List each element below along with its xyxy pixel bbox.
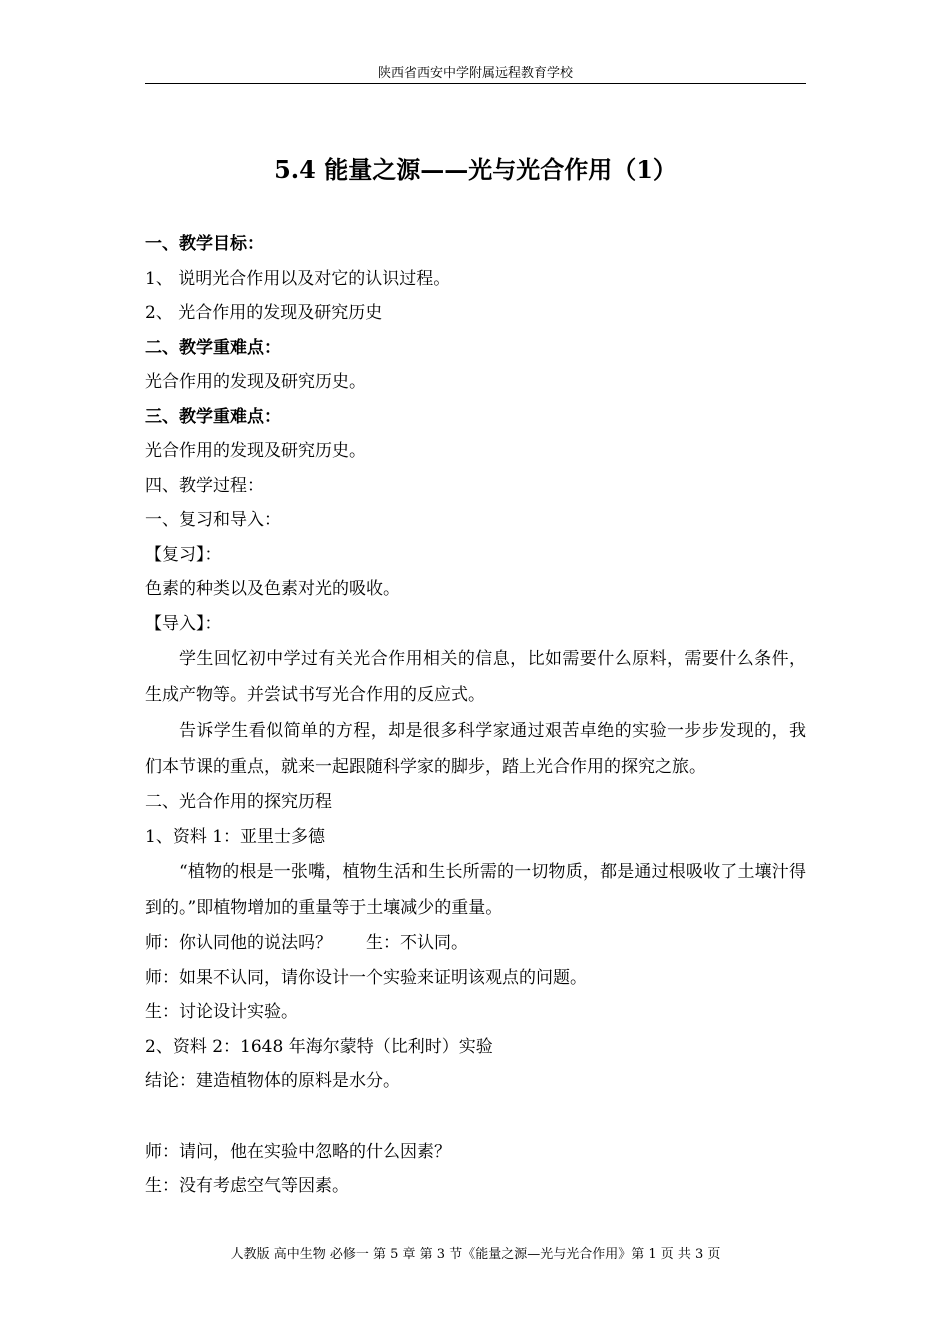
material-1-heading: 1、资料 1：亚里士多德: [145, 826, 326, 847]
review-text: 色素的种类以及色素对光的吸收。: [145, 579, 400, 599]
objective-item-2: 2、 光合作用的发现及研究历史: [145, 303, 383, 323]
subsection-heading-review: 一、复习和导入：: [145, 510, 281, 530]
teacher-question-3: 师：请问，他在实验中忽略的什么因素？: [145, 1141, 451, 1162]
subsection-heading-history: 二、光合作用的探究历程: [145, 792, 332, 812]
objective-item-1: 1、 说明光合作用以及对它的认识过程。: [145, 268, 451, 289]
blank-line: [145, 1099, 806, 1135]
intro-paragraph-2: 告诉学生看似简单的方程，却是很多科学家通过艰苦卓绝的实验一步步发现的，我们本节课的重点，就来一起跟随科学家的脚步，踏上光合作用的探究之旅。: [145, 721, 806, 777]
key-points-text: 光合作用的发现及研究历史。: [145, 372, 366, 392]
review-label: 【复习】：: [145, 544, 222, 565]
material-1-quote: “植物的根是一张嘴，植物生活和生长所需的一切物质，都是通过根吸收了土壤汁得到的。”即植物增加的重量等于土壤减少的重量。: [145, 862, 806, 918]
student-answer-2: 生：讨论设计实验。: [145, 1002, 298, 1022]
student-answer-3: 生：没有考虑空气等因素。: [145, 1176, 349, 1196]
intro-paragraph-1: 学生回忆初中学过有关光合作用相关的信息，比如需要什么原料，需要什么条件，生成产物等。并尝试书写光合作用的反应式。: [145, 649, 806, 705]
page-footer: 人教版 高中生物 必修一 第 5 章 第 3 节《能量之源—光与光合作用》第 1 页 共 3 页: [230, 1247, 721, 1262]
teacher-question-2: 师：如果不认同，请你设计一个实验来证明该观点的问题。: [145, 967, 587, 988]
document-title: 5.4 能量之源——光与光合作用（1）: [274, 155, 677, 184]
section-heading-process: 四、教学过程：: [145, 475, 264, 496]
header-divider: [145, 83, 806, 84]
difficulties-text: 光合作用的发现及研究历史。: [145, 441, 366, 461]
teacher-question: 师：你认同他的说法吗？: [145, 933, 332, 953]
material-2-conclusion: 结论：建造植物体的原料是水分。: [145, 1071, 400, 1091]
section-heading-objectives: 一、教学目标：: [145, 234, 264, 254]
intro-label: 【导入】：: [145, 613, 222, 634]
section-heading-key-points: 二、教学重难点：: [145, 337, 281, 358]
section-heading-difficulties: 三、教学重难点：: [145, 406, 281, 427]
document-body: [145, 227, 806, 1204]
dialogue-line: [145, 926, 806, 961]
student-answer: 生：不认同。: [366, 933, 468, 953]
page-header: 陕西省西安中学附属远程教育学校: [377, 66, 573, 81]
material-2-heading: 2、资料 2：1648 年海尔蒙特（比利时）实验: [145, 1036, 493, 1057]
